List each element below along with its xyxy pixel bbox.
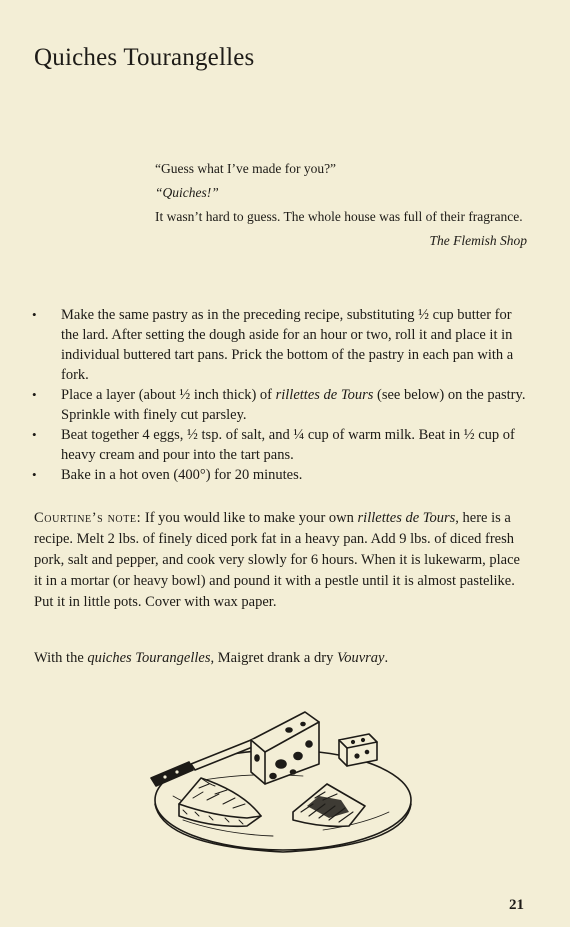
cheese-board-illustration <box>143 700 415 860</box>
note-text: , here is a recipe. Melt 2 lbs. of finely diced pork fat in a heavy pan. Add 9 lbs. of diced fresh pork, salt and pepper, and cook very slowly for 6 hours. When it is lukewarm, place it in a mortar (or heavy bowl) and pound it with a pestle until it is almost pastelike. Put it in little pots. Cover with wax paper. <box>34 510 520 610</box>
page-title: Quiches Tourangelles <box>34 44 255 71</box>
recipe-step <box>30 465 530 485</box>
step-text: Bake in a hot oven (400°) for 20 minutes. <box>61 467 303 483</box>
note-italic-text: rillettes de Tours <box>357 510 456 526</box>
note-label: Courtine’s note: <box>34 510 142 526</box>
closing-paragraph <box>34 648 531 668</box>
step-italic-text: rillettes de Tours <box>275 387 374 403</box>
courtine-note <box>34 508 531 613</box>
epigraph-line: “Quiches!” <box>155 185 219 200</box>
epigraph-line: “Guess what I’ve made for you?” <box>155 161 337 176</box>
step-text: (see below) on the pastry. Sprinkle with finely cut parsley. <box>61 387 526 423</box>
step-text: Beat together 4 eggs, ½ tsp. of salt, and ¼ cup of warm milk. Beat in ½ cup of heavy cream and pour into the tart pans. <box>61 427 515 463</box>
recipe-steps <box>30 305 530 485</box>
epigraph-source: The Flemish Shop <box>429 233 527 248</box>
small-cheese-block <box>339 734 377 766</box>
recipe-step <box>30 385 530 425</box>
page-number: 21 <box>509 897 524 913</box>
epigraph <box>155 160 527 256</box>
step-text: Place a layer (about ½ inch thick) of <box>61 387 276 403</box>
step-text: Make the same pastry as in the preceding recipe, substituting ½ cup butter for the lard. After setting the dough aside for an hour or two, roll it and place it in individual buttered tart pans. Prick the bottom of the pastry in each pan with a fork. <box>61 307 514 383</box>
epigraph-line: It wasn’t hard to guess. The whole house was full of their fragrance. <box>155 209 523 224</box>
closing-text: With the <box>34 650 88 666</box>
closing-text: . <box>384 650 389 666</box>
closing-text: , Maigret drank a dry <box>210 650 337 666</box>
closing-italic-text: Vouvray <box>336 650 385 666</box>
note-text: If you would like to make your own <box>141 510 358 526</box>
recipe-step <box>30 305 530 385</box>
closing-italic-text: quiches Tourangelles <box>87 650 211 666</box>
recipe-step <box>30 425 530 465</box>
